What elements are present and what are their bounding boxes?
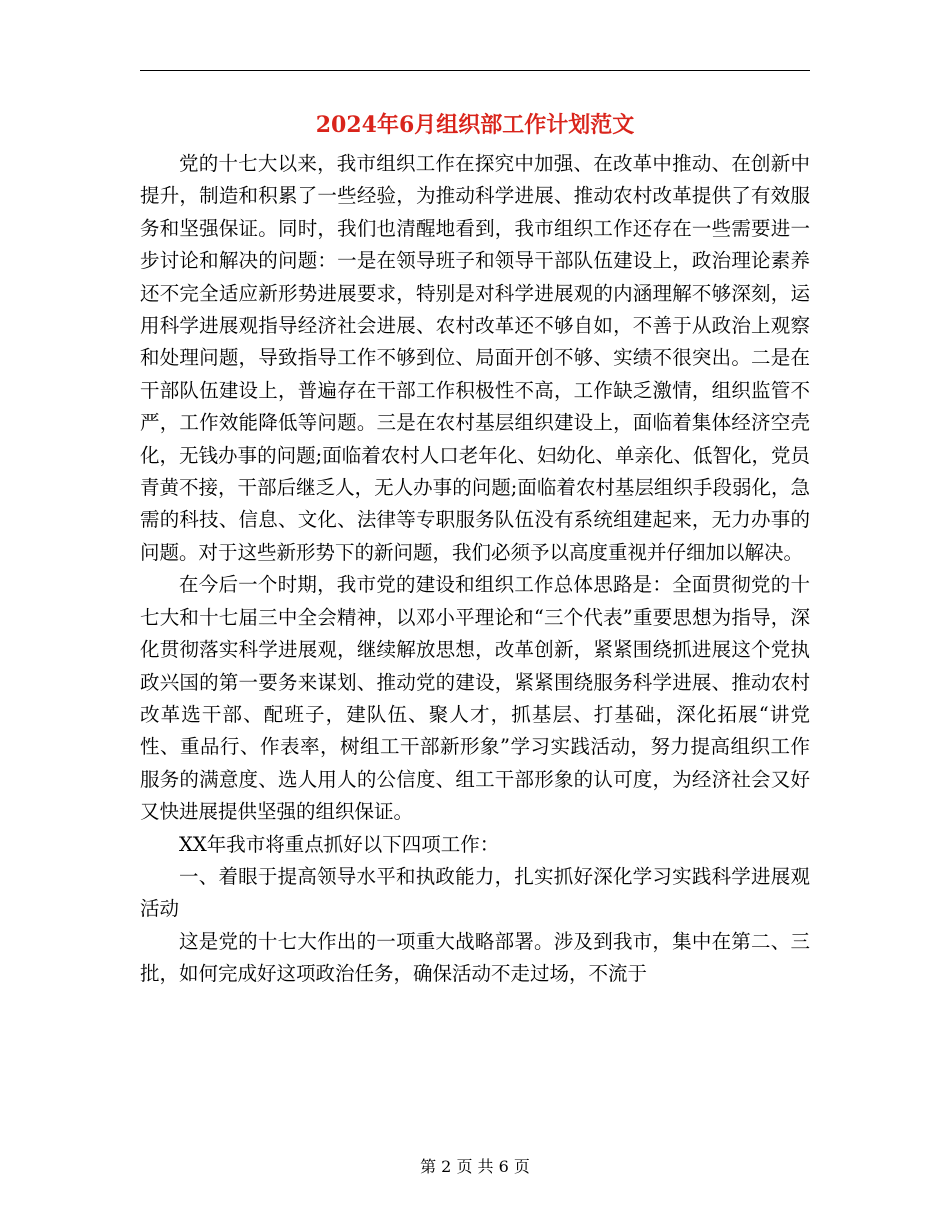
paragraph-section-one: 这是党的十七大作出的一项重大战略部署。涉及到我市，集中在第二、三批，如何完成好这项政治任务，确保活动不走过场，不流于 bbox=[140, 929, 810, 986]
document-title: 2024年6月组织部工作计划范文 bbox=[315, 112, 635, 138]
header-rule bbox=[140, 70, 810, 71]
page-number: 第 2 页 共 6 页 bbox=[420, 1157, 530, 1176]
paragraph-overall-approach: 在今后一个时期，我市党的建设和组织工作总体思路是：全面贯彻党的十七大和十七届三中全会精神，以邓小平理论和“三个代表”重要思想为指导，深化贯彻落实科学进展观，继续解放思想，改革创新，紧紧围绕抓进展这个党执政兴国的第一要务来谋划、推动党的建设，紧紧围绕服务科学进展、推动农村改革选干部、配班子，建队伍、聚人才，抓基层、打基础，深化拓展“讲党性、重品行、作表率，树组工干部新形象”学习实践活动，努力提高组织工作服务的满意度、选人用人的公信度、组工干部形象的认可度，为经济社会又好又快进展提供坚强的组织保证。 bbox=[140, 573, 810, 824]
section-heading-one: 一、着眼于提高领导水平和执政能力，扎实抓好深化学习实践科学进展观活动 bbox=[140, 864, 810, 921]
document-body bbox=[140, 148, 810, 991]
paragraph-four-tasks: XX年我市将重点抓好以下四项工作： bbox=[179, 832, 500, 856]
paragraph-intro: 党的十七大以来，我市组织工作在探究中加强、在改革中推动、在创新中提升，制造和积累了一些经验，为推动科学进展、推动农村改革提供了有效服务和坚强保证。同时，我们也清醒地看到，我市组织工作还存在一些需要进一步讨论和解决的问题：一是在领导班子和领导干部队伍建设上，政治理论素养还不完全适应新形势进展要求，特别是对科学进展观的内涵理解不够深刻，运用科学进展观指导经济社会进展、农村改革还不够自如，不善于从政治上观察和处理问题，导致指导工作不够到位、局面开创不够、实绩不很突出。二是在干部队伍建设上，普遍存在干部工作积极性不高，工作缺乏激情，组织监管不严，工作效能降低等问题。三是在农村基层组织建设上，面临着集体经济空壳化，无钱办事的问题;面临着农村人口老年化、妇幼化、单亲化、低智化，党员青黄不接，干部后继乏人，无人办事的问题;面临着农村基层组织手段弱化，急需的科技、信息、文化、法律等专职服务队伍没有系统组建起来，无力办事的问题。对于这些新形势下的新问题，我们必须予以高度重视并仔细加以解决。 bbox=[140, 152, 810, 564]
